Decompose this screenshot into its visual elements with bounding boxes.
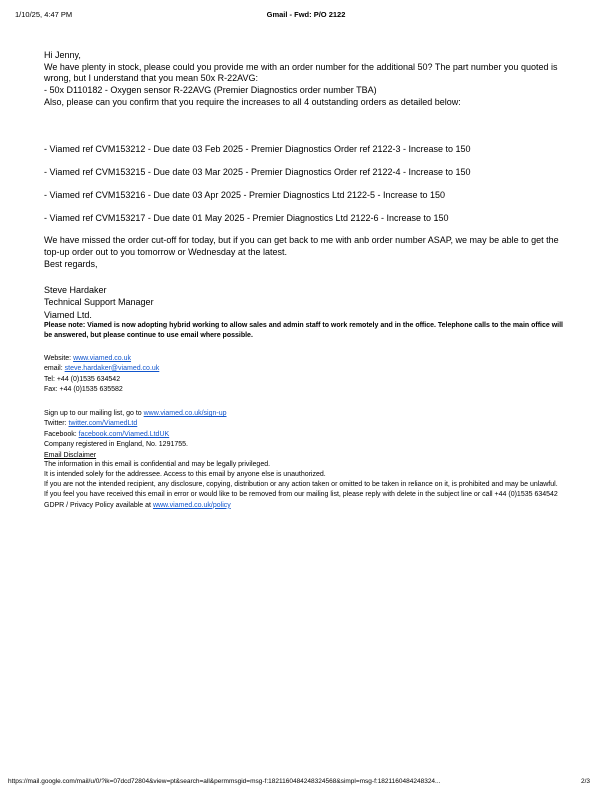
gdpr-label: GDPR / Privacy Policy available at	[44, 501, 153, 509]
mailing-list-link[interactable]: www.viamed.co.uk/sign-up	[143, 409, 227, 417]
disclaimer-line: The information in this email is confidential and may be legally privileged.	[44, 461, 271, 469]
greeting: Hi Jenny,	[44, 50, 81, 60]
mailing-line	[44, 409, 568, 420]
signature-company: Viamed Ltd.	[44, 309, 92, 320]
order-item-sensor: - 50x D110182 - Oxygen sensor R-22AVG (Premier Diagnostics order number TBA)	[44, 85, 377, 96]
signature-block	[44, 284, 568, 320]
signoff: Best regards,	[44, 258, 98, 269]
contact-block	[44, 354, 568, 396]
order-line: - Viamed ref CVM153217 - Due date 01 May 2025 - Premier Diagnostics Ltd 2122-6 - Increase to 150	[44, 212, 449, 223]
order-line: - Viamed ref CVM153216 - Due date 03 Apr 2025 - Premier Diagnostics Ltd 2122-5 - Increase to 150	[44, 189, 446, 200]
facebook-link[interactable]: facebook.com/Viamed.LtdUK	[78, 430, 170, 438]
disclaimer-title: Email Disclaimer	[44, 451, 97, 459]
paragraph-cutoff: We have missed the order cut-off for today, but if you can get back to me with anb order number ASAP, we may be able to get the top-up order out to you tomorrow or Wednesday at the latest.	[44, 235, 559, 257]
fax-line: Fax: +44 (0)1535 635582	[44, 386, 123, 394]
website-label: Website:	[44, 354, 74, 362]
disclaimer-line: If you are not the intended recipient, any disclosure, copying, distribution or any action taken or omitted to be taken in reliance on it, is prohibited and may be unlawful.	[44, 481, 558, 489]
print-timestamp: 1/10/25, 4:47 PM	[15, 10, 73, 19]
website-link[interactable]: www.viamed.co.uk	[73, 354, 132, 362]
outstanding-orders-list	[44, 144, 568, 224]
order-line: - Viamed ref CVM153215 - Due date 03 Mar 2025 - Premier Diagnostics Order ref 2122-4 - Increase to 150	[44, 167, 471, 178]
email-label: email:	[44, 365, 65, 373]
company-registration: Company registered in England, No. 1291755.	[44, 441, 188, 449]
signature-name: Steve Hardaker	[44, 285, 107, 296]
print-title: Gmail - Fwd: P/O 2122	[266, 10, 346, 19]
gdpr-policy-link[interactable]: www.viamed.co.uk/policy	[152, 501, 231, 509]
twitter-label: Twitter:	[44, 420, 69, 428]
print-header	[15, 10, 597, 22]
email-address-link[interactable]: steve.hardaker@viamed.co.uk	[64, 365, 160, 373]
removal-instructions: If you feel you have received this email in error or would like to be removed from our mailing list, please reply with delete in the subject line or call +44 (0)1535 634542	[44, 491, 558, 499]
footer-source-url: https://mail.google.com/mail/u/0/?ik=07dcd72804&view=pt&search=all&permmsgid=msg-f:1821160484248324568&simpl=msg-f:1821160484248324...	[8, 778, 441, 785]
paragraph-stock: We have plenty in stock, please could you provide me with an order number for the additional 50? The part number you quoted is wrong, but I understand that you mean 50x R-22AVG:	[44, 61, 558, 84]
paragraph-confirm: Also, please can you confirm that you require the increases to all 4 outstanding orders as detailed below:	[44, 96, 461, 107]
signature-title: Technical Support Manager	[44, 297, 154, 308]
social-block	[44, 409, 568, 451]
website-line	[44, 354, 568, 365]
email-body	[44, 50, 568, 511]
footer-page-number: 2/3	[580, 778, 590, 785]
facebook-line	[44, 430, 568, 441]
gdpr-line	[44, 501, 568, 511]
facebook-label: Facebook:	[44, 430, 79, 438]
mailing-label: Sign up to our mailing list, go to	[44, 409, 144, 417]
hybrid-working-notice: Please note: Viamed is now adopting hybrid working to allow sales and admin staff to work remotely and in the office. Telephone calls to the main office will be answered, but please continue to use email where possible.	[44, 321, 563, 339]
order-line: - Viamed ref CVM153212 - Due date 03 Feb 2025 - Premier Diagnostics Order ref 2122-3 - Increase to 150	[44, 144, 471, 155]
twitter-link[interactable]: twitter.com/ViamedLtd	[68, 420, 138, 428]
tel-line: Tel: +44 (0)1535 634542	[44, 375, 121, 383]
twitter-line	[44, 419, 568, 430]
disclaimer-line: It is intended solely for the addressee. Access to this email by anyone else is unauthorized.	[44, 471, 326, 479]
email-line	[44, 364, 568, 375]
